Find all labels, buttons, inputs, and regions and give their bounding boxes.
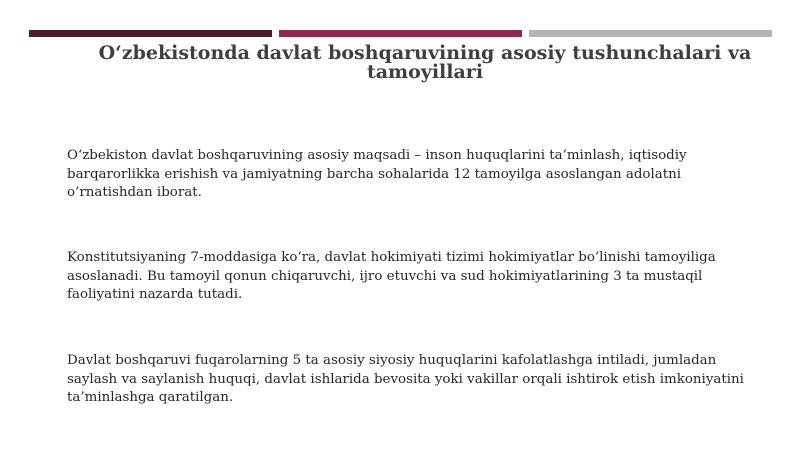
paragraph-constitution: Konstitutsiyaning 7-moddasiga ko‘ra, davlat hokimiyati tizimi hokimiyatlar bo‘linishi tamoyiliga asoslanadi. Bu tamoyil qonun chiqaruvchi, ijro etuvchi va sud hokimiyatlarining 3 ta mustaqil faoliyatini nazarda tutadi. [67, 250, 716, 302]
accent-bar-dark [29, 30, 272, 37]
paragraph-political-rights: Davlat boshqaruvi fuqarolarning 5 ta asosiy siyosiy huquqlarini kafolatlashga intiladi, jumladan saylash va saylanish huquqi, davlat ishlarida bevosita yoki vakillar orqali ishtirok etish imkoniyatini ta’minlashga qaratilgan. [67, 353, 744, 405]
slide-title: O‘zbekistonda davlat boshqaruvining asosiy tushunchalari va tamoyillari [98, 42, 752, 83]
accent-bar-magenta [279, 30, 522, 37]
paragraph-goal: O‘zbekiston davlat boshqaruvining asosiy maqsadi – inson huquqlarini ta’minlash, iqtisodiy barqarorlikka erishish va jamiyatning barcha sohalarida 12 tamoyilga asoslangan adolatni o‘rnatishdan iborat. [67, 148, 687, 200]
accent-bar-gray [529, 30, 772, 37]
